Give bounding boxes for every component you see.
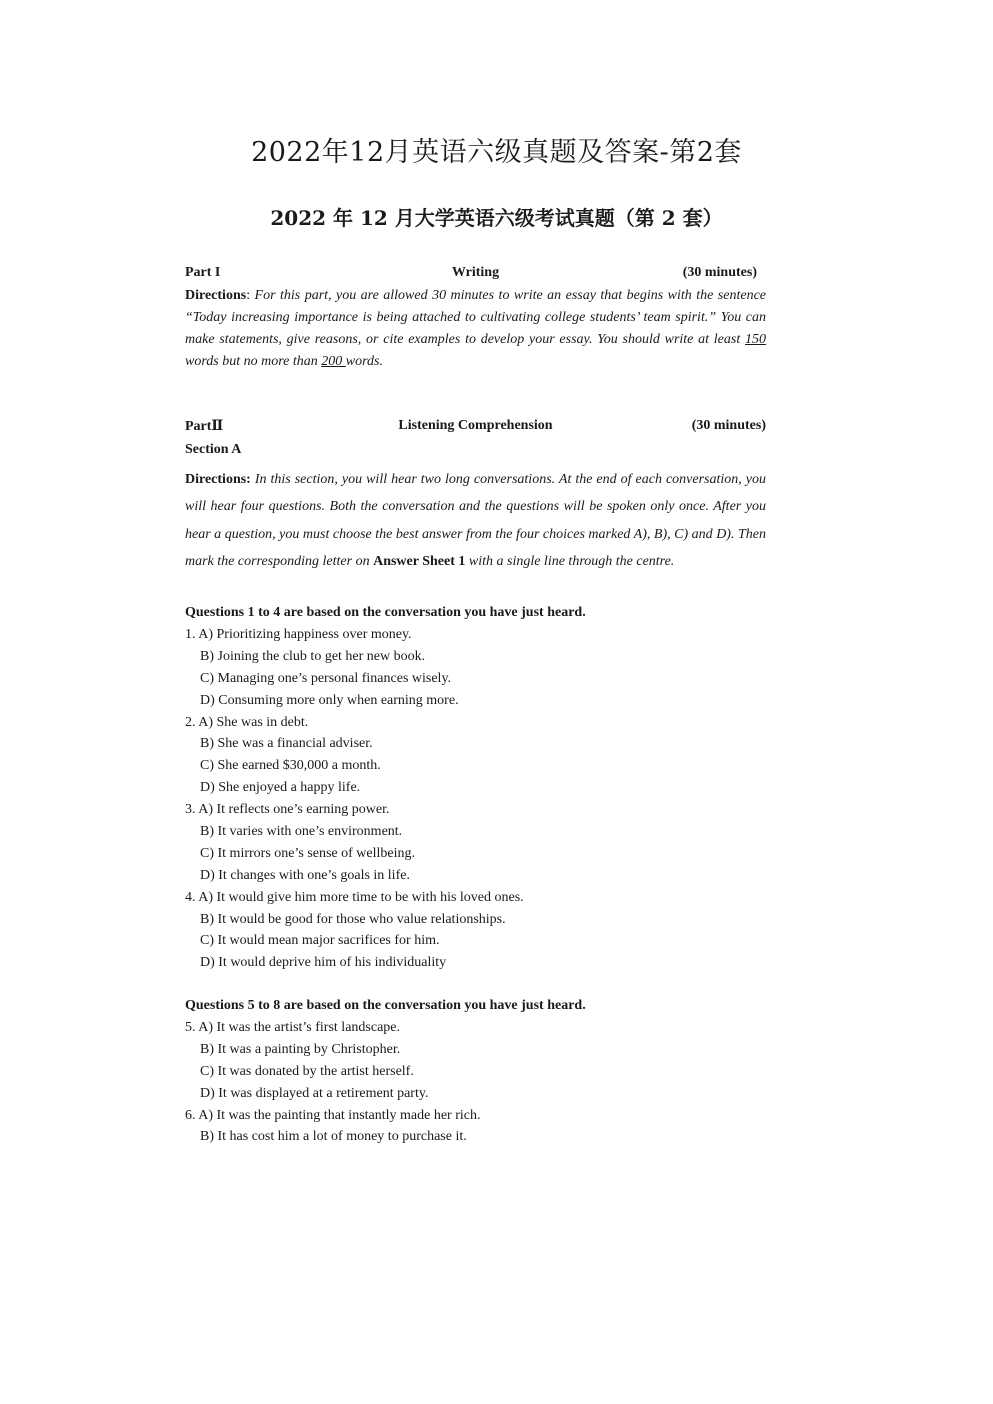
q5-option-b: B) It was a painting by Christopher. [200, 1041, 401, 1057]
question-5 [185, 1017, 785, 1105]
question-group-2 [185, 995, 785, 1148]
part1-directions-text-3: words. [345, 354, 383, 369]
question-3 [185, 799, 785, 887]
question-6 [185, 1105, 785, 1149]
answer-sheet-label: Answer Sheet 1 [373, 553, 466, 569]
q5-option-a: 5. A) It was the artist’s first landscape. [185, 1020, 401, 1035]
part1-min-words: 150 [745, 332, 766, 347]
part1-max-words: 200 [321, 354, 346, 369]
q5-option-d: D) It was displayed at a retirement party. [200, 1085, 429, 1101]
q1-option-b: B) Joining the club to get her new book. [200, 648, 426, 664]
q1-option-a: 1. A) Prioritizing happiness over money. [185, 627, 412, 642]
part2-directions-label: Directions: [185, 472, 251, 487]
part2-directions [185, 466, 766, 575]
q4-option-c: C) It would mean major sacrifices for him. [200, 933, 440, 949]
question-1 [185, 624, 785, 712]
question-group-1-heading: Questions 1 to 4 are based on the conversation you have just heard. [185, 605, 586, 620]
part1-directions-label: Directions [185, 288, 247, 303]
part2-directions-text-2: with a single line through the centre. [465, 553, 675, 569]
part2-header [185, 418, 766, 438]
q4-option-d: D) It would deprive him of his individuality [200, 955, 447, 971]
part1-time: (30 minutes) [682, 265, 757, 280]
q3-option-a: 3. A) It reflects one’s earning power. [185, 802, 390, 818]
q5-option-c: C) It was donated by the artist herself. [200, 1063, 414, 1079]
part2-time: (30 minutes) [691, 418, 766, 433]
q6-option-b: B) It has cost him a lot of money to purchase it. [200, 1129, 467, 1145]
part1-name: Writing [451, 265, 500, 280]
part1-header [185, 265, 766, 285]
q6-option-a: 6. A) It was the painting that instantly made her rich. [185, 1107, 481, 1123]
q2-option-c: C) She earned $30,000 a month. [200, 758, 381, 774]
part2-name: Listening Comprehension [398, 418, 553, 433]
q2-option-d: D) She enjoyed a happy life. [200, 780, 361, 796]
part2-label: PartⅡ [185, 419, 224, 434]
q2-option-a: 2. A) She was in debt. [185, 714, 309, 730]
part1-label: Part I [185, 265, 221, 280]
question-2 [185, 712, 785, 800]
exam-title: 2022 年 12 月大学英语六级考试真题（第 2 套） [270, 206, 723, 230]
page-title: 2022年12月英语六级真题及答案-第2套 [251, 137, 742, 168]
part2-directions-text-1: In this section, you will hear two long conversations. At the end of each conversation, you will hear four questions. Both the conversation and the questions will be spoken only once. After you hear a question, you must choose the best answer from the four choices marked A), B), C) and D). Then mark the corresponding letter on [185, 472, 766, 569]
q1-option-c: C) Managing one’s personal finances wisely. [200, 670, 452, 686]
part1-directions-text-2: words but no more than [185, 354, 322, 369]
part1-directions-colon: : [246, 288, 251, 303]
q2-option-b: B) She was a financial adviser. [200, 736, 373, 752]
question-4 [185, 887, 785, 975]
q3-option-d: D) It changes with one’s goals in life. [200, 867, 410, 883]
section-a-heading: Section A [185, 442, 242, 457]
q4-option-a: 4. A) It would give him more time to be with his loved ones. [185, 889, 524, 905]
q3-option-b: B) It varies with one’s environment. [200, 824, 403, 840]
q4-option-b: B) It would be good for those who value relationships. [200, 911, 506, 927]
q3-option-c: C) It mirrors one’s sense of wellbeing. [200, 845, 416, 861]
part1-directions [185, 285, 766, 373]
part1-directions-text-1: For this part, you are allowed 30 minutes to write an essay that begins with the sentence “Today increasing importance is being attached to cultivating college students’ team spirit.” You can make statements, give reasons, or cite examples to develop your essay. You should write at least [185, 288, 766, 347]
question-group-1 [185, 602, 785, 974]
question-group-2-heading: Questions 5 to 8 are based on the conversation you have just heard. [185, 998, 586, 1013]
q1-option-d: D) Consuming more only when earning more. [200, 692, 459, 708]
